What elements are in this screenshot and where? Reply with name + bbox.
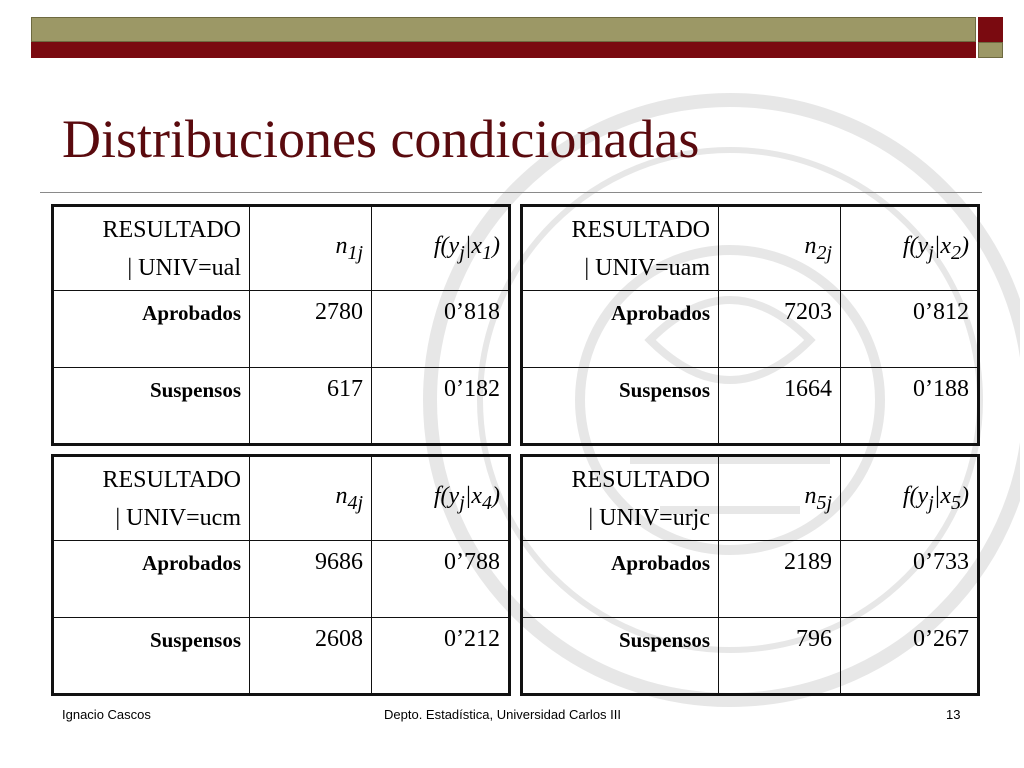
header-n-cell: $n_{2j}$: [719, 206, 841, 291]
table-row: [522, 368, 979, 445]
header-resultado-cell: [53, 206, 250, 291]
header-olive-square: [978, 42, 1003, 58]
distribution-table-ual: [51, 204, 511, 446]
frequency-cell: 0’182: [372, 368, 510, 445]
header-resultado-label: RESULTADO: [102, 467, 241, 493]
header-f-cell: $f(y_j|x_4)$: [372, 456, 510, 541]
header-resultado-label: RESULTADO: [571, 467, 710, 493]
row-label: Aprobados: [522, 291, 719, 368]
header-red-square: [978, 17, 1003, 42]
header-resultado-label: RESULTADO: [571, 217, 710, 243]
header-condition-label: | UNIV=ucm: [115, 505, 241, 531]
title-divider: [40, 192, 982, 193]
count-cell: 9686: [250, 541, 372, 618]
header-f-cell: $f(y_j|x_2)$: [841, 206, 979, 291]
header-olive-bar: [31, 17, 976, 42]
frequency-cell: 0’267: [841, 618, 979, 695]
count-cell: 2608: [250, 618, 372, 695]
distribution-table-uam: [520, 204, 980, 446]
header-resultado-label: RESULTADO: [102, 217, 241, 243]
table-row: [53, 541, 510, 618]
header-n-cell: $n_{4j}$: [250, 456, 372, 541]
header-condition-label: | UNIV=ual: [127, 255, 241, 281]
frequency-cell: 0’212: [372, 618, 510, 695]
header-red-bar: [31, 42, 976, 58]
distribution-table-ucm: [51, 454, 511, 696]
footer-author: Ignacio Cascos: [62, 707, 151, 722]
frequency-cell: 0’733: [841, 541, 979, 618]
table-row: [53, 618, 510, 695]
table-row: [522, 291, 979, 368]
row-label: Suspensos: [522, 618, 719, 695]
count-cell: 617: [250, 368, 372, 445]
header-resultado-cell: [522, 206, 719, 291]
footer-page-number: 13: [946, 707, 961, 722]
row-label: Aprobados: [522, 541, 719, 618]
distribution-table-urjc: [520, 454, 980, 696]
header-n-cell: $n_{1j}$: [250, 206, 372, 291]
row-label: Suspensos: [53, 618, 250, 695]
frequency-cell: 0’188: [841, 368, 979, 445]
frequency-cell: 0’818: [372, 291, 510, 368]
count-cell: 2189: [719, 541, 841, 618]
header-n-cell: $n_{5j}$: [719, 456, 841, 541]
count-cell: 1664: [719, 368, 841, 445]
row-label: Suspensos: [522, 368, 719, 445]
header-condition-label: | UNIV=urjc: [588, 505, 710, 531]
frequency-cell: 0’788: [372, 541, 510, 618]
count-cell: 2780: [250, 291, 372, 368]
row-label: Aprobados: [53, 291, 250, 368]
table-row: [53, 368, 510, 445]
header-resultado-cell: [522, 456, 719, 541]
row-label: Aprobados: [53, 541, 250, 618]
header-resultado-cell: [53, 456, 250, 541]
count-cell: 796: [719, 618, 841, 695]
header-condition-label: | UNIV=uam: [584, 255, 710, 281]
header-f-cell: $f(y_j|x_1)$: [372, 206, 510, 291]
frequency-cell: 0’812: [841, 291, 979, 368]
table-row: [522, 541, 979, 618]
row-label: Suspensos: [53, 368, 250, 445]
footer-department: Depto. Estadística, Universidad Carlos III: [384, 707, 621, 722]
header-f-cell: $f(y_j|x_5)$: [841, 456, 979, 541]
table-row: [53, 291, 510, 368]
table-row: [522, 618, 979, 695]
count-cell: 7203: [719, 291, 841, 368]
slide-title: Distribuciones condicionadas: [62, 109, 700, 169]
